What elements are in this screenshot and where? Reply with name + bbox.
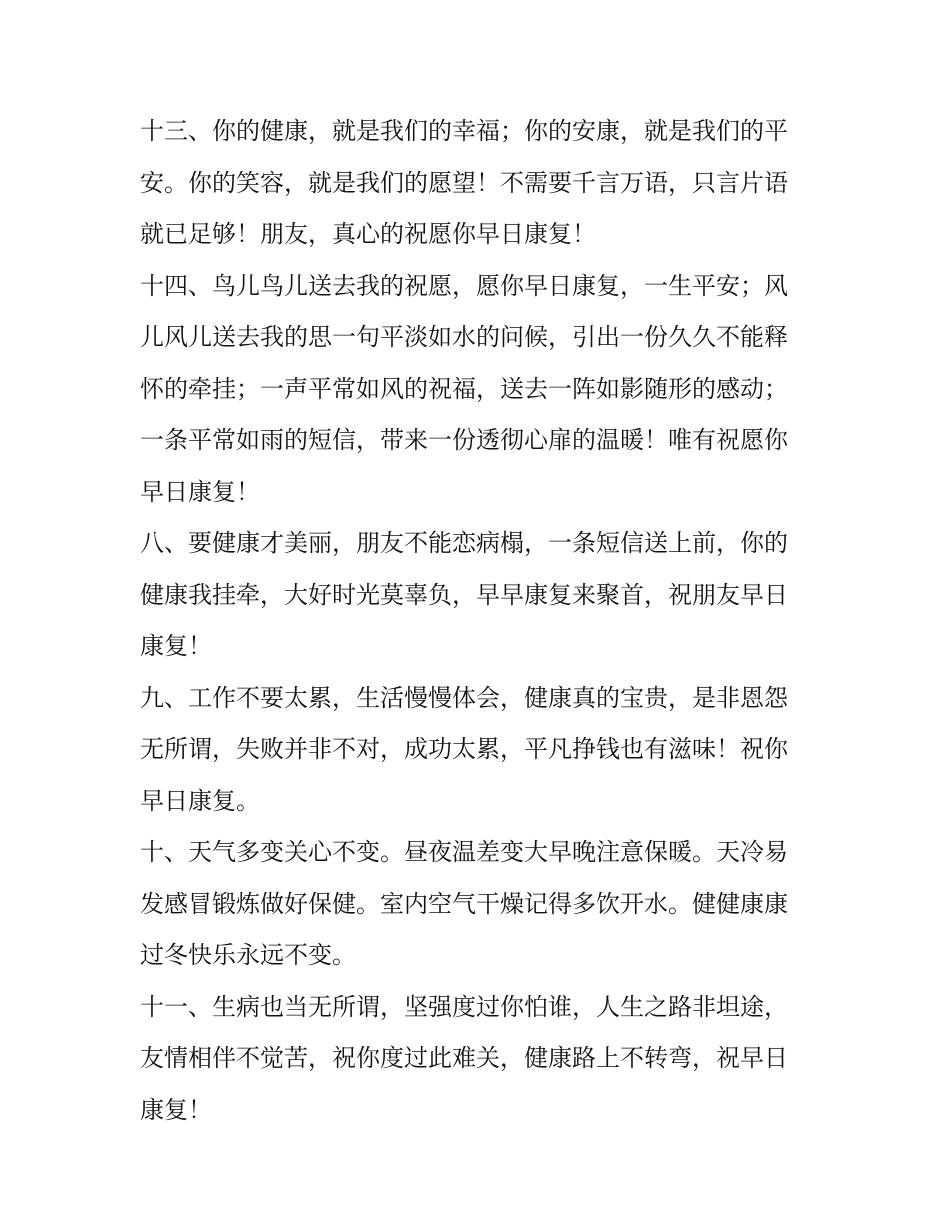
paragraph-14 [140,261,812,519]
text-line: 友情相伴不觉苦，祝你度过此难关，健康路上不转弯，祝早日 [140,1044,788,1072]
text-line: 儿风儿送去我的思一句平淡如水的问候，引出一份久久不能释 [140,323,788,351]
text-line: 早日康复。 [140,786,260,815]
paragraph-9 [140,673,812,828]
text-line: 安。你的笑容，就是我们的愿望！不需要千言万语，只言片语 [140,168,788,197]
text-line: 过冬快乐永远不变。 [140,941,356,969]
text-line: 怀的牵挂；一声平常如风的祝福，送去一阵如影随形的感动； [140,374,788,403]
text-line: 无所谓，失败并非不对，成功太累，平凡挣钱也有滋味！祝你 [140,735,788,763]
text-line: 康复！ [140,1095,212,1124]
paragraph-13 [140,106,812,261]
paragraph-10 [140,827,812,982]
text-line: 九、工作不要太累，生活慢慢体会，健康真的宝贵，是非恩怨 [140,683,788,712]
paragraph-11 [140,982,812,1137]
document-body [140,106,812,1136]
text-line: 一条平常如雨的短信，带来一份透彻心扉的温暖！唯有祝愿你 [140,426,788,454]
text-line: 十四、鸟儿鸟儿送去我的祝愿，愿你早日康复，一生平安；风 [140,271,788,300]
text-line: 十三、你的健康，就是我们的幸福；你的安康，就是我们的平 [140,117,788,145]
text-line: 就已足够！朋友，真心的祝愿你早日康复！ [140,220,596,248]
text-line: 十一、生病也当无所谓，坚强度过你怕谁，人生之路非坦途， [140,992,788,1021]
text-line: 十、天气多变关心不变。昼夜温差变大早晚注意保暖。天冷易 [140,838,788,866]
text-line: 健康我挂牵，大好时光莫辜负，早早康复来聚首，祝朋友早日 [140,580,788,609]
text-line: 早日康复！ [140,477,260,506]
paragraph-8 [140,518,812,673]
text-line: 八、要健康才美丽，朋友不能恋病榻，一条短信送上前，你的 [140,529,788,557]
text-line: 康复！ [140,632,212,660]
text-line: 发感冒锻炼做好保健。室内空气干燥记得多饮开水。健健康康 [140,889,788,918]
